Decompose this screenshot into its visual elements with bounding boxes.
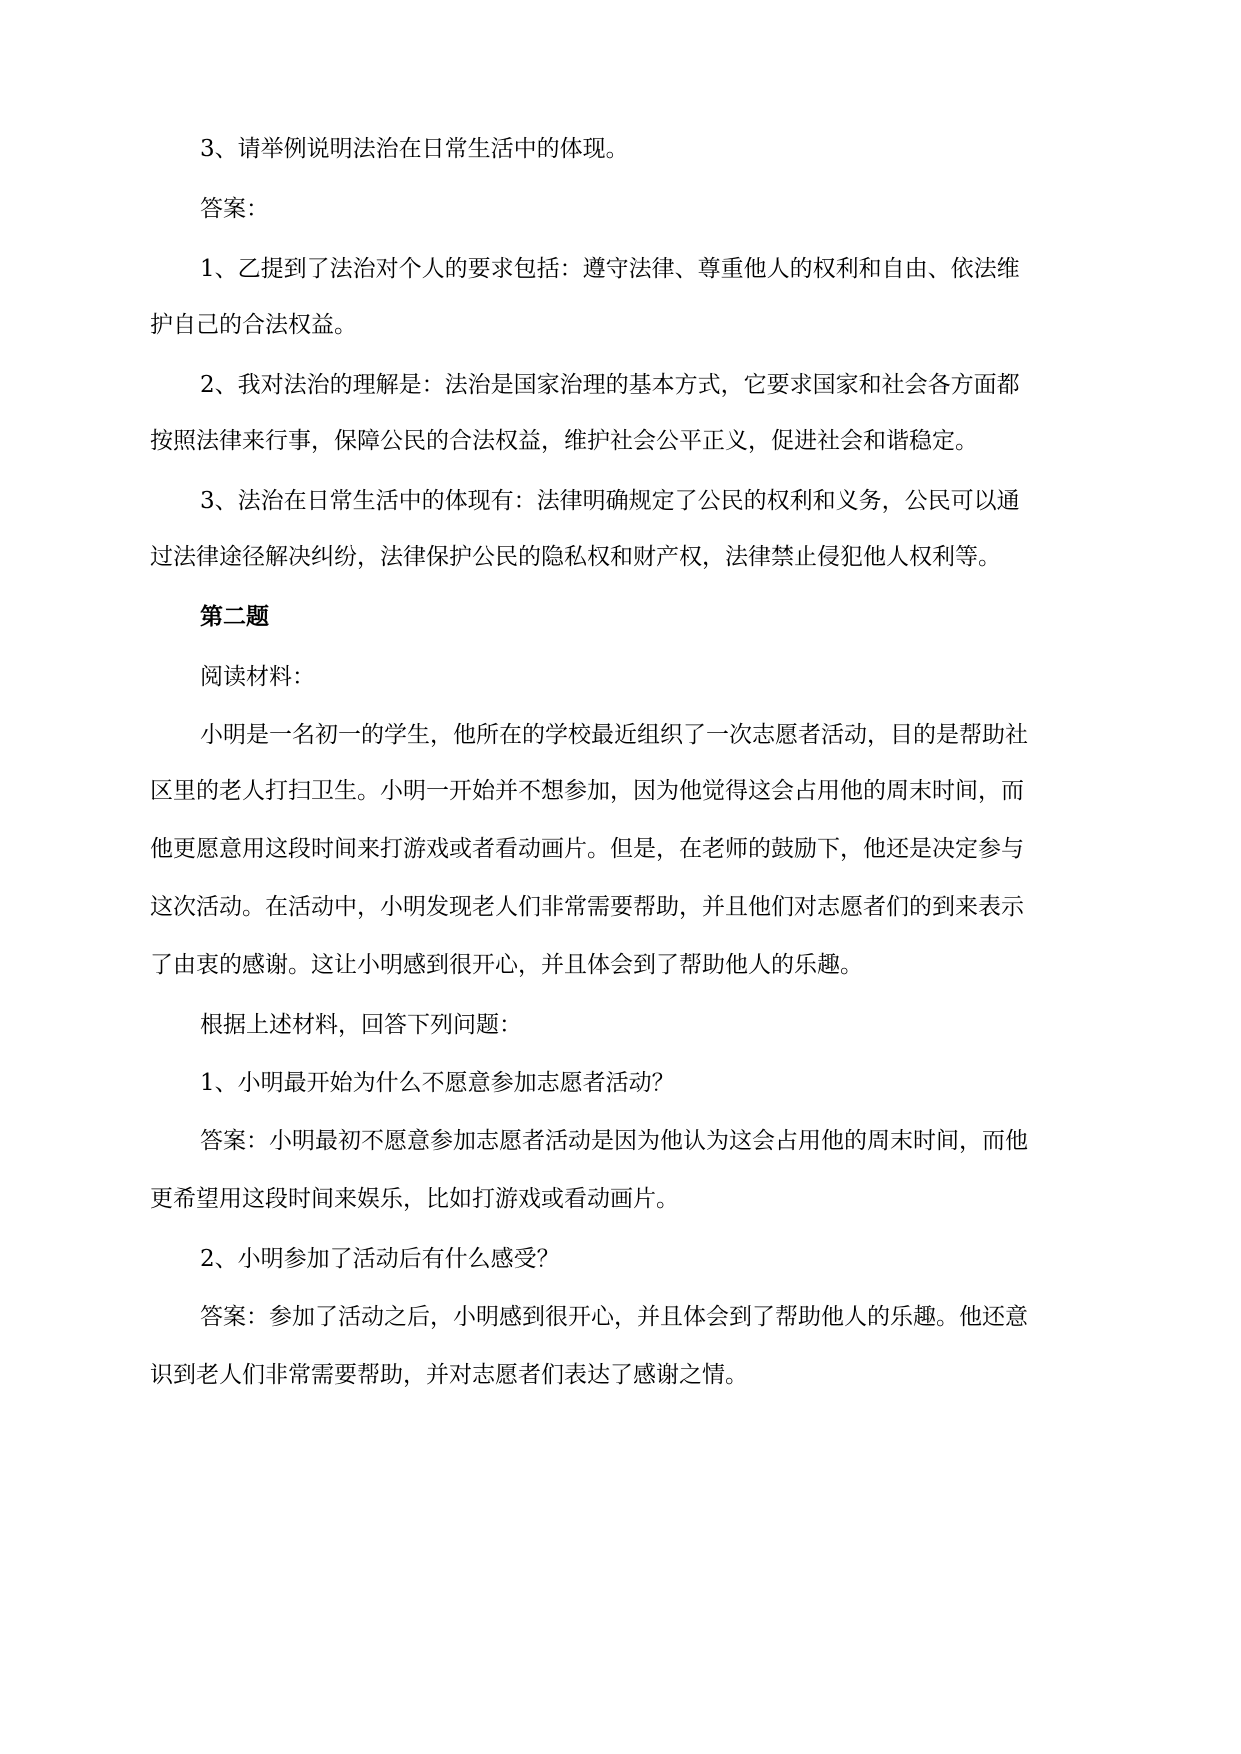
question-prompt: 根据上述材料，回答下列问题：	[200, 1012, 522, 1038]
section-heading: 第二题	[200, 604, 269, 630]
answer-1-line-1: 1、乙提到了法治对个人的要求包括：遵守法律、尊重他人的权利和自由、依法维	[200, 256, 1020, 282]
material-line-2: 区里的老人打扫卫生。小明一开始并不想参加，因为他觉得这会占用他的周末时间，而	[150, 778, 1024, 804]
answer-2-2-line-2: 识到老人们非常需要帮助，并对志愿者们表达了感谢之情。	[150, 1362, 748, 1388]
question-2-1: 1、小明最开始为什么不愿意参加志愿者活动？	[200, 1070, 675, 1096]
answer-1-line-2: 护自己的合法权益。	[150, 312, 357, 338]
material-line-5: 了由衷的感谢。这让小明感到很开心，并且体会到了帮助他人的乐趣。	[150, 952, 863, 978]
answer-2-1-line-1: 答案：小明最初不愿意参加志愿者活动是因为他认为这会占用他的周末时间，而他	[200, 1128, 1028, 1154]
reading-label: 阅读材料：	[200, 664, 315, 690]
answer-2-1-line-2: 更希望用这段时间来娱乐，比如打游戏或看动画片。	[150, 1186, 679, 1212]
material-line-1: 小明是一名初一的学生，他所在的学校最近组织了一次志愿者活动，目的是帮助社	[200, 722, 1028, 748]
answer-2-line-1: 2、我对法治的理解是：法治是国家治理的基本方式，它要求国家和社会各方面都	[200, 372, 1020, 398]
answer-2-2-line-1: 答案：参加了活动之后，小明感到很开心，并且体会到了帮助他人的乐趣。他还意	[200, 1304, 1028, 1330]
answer-3-line-2: 过法律途径解决纠纷，法律保护公民的隐私权和财产权，法律禁止侵犯他人权利等。	[150, 544, 1001, 570]
material-line-4: 这次活动。在活动中，小明发现老人们非常需要帮助，并且他们对志愿者们的到来表示	[150, 894, 1024, 920]
answer-3-line-1: 3、法治在日常生活中的体现有：法律明确规定了公民的权利和义务，公民可以通	[200, 488, 1020, 514]
question-3: 3、请举例说明法治在日常生活中的体现。	[200, 136, 629, 162]
answer-label: 答案：	[200, 196, 269, 222]
question-2-2: 2、小明参加了活动后有什么感受？	[200, 1246, 560, 1272]
material-line-3: 他更愿意用这段时间来打游戏或者看动画片。但是，在老师的鼓励下，他还是决定参与	[150, 836, 1024, 862]
answer-2-line-2: 按照法律来行事，保障公民的合法权益，维护社会公平正义，促进社会和谐稳定。	[150, 428, 978, 454]
